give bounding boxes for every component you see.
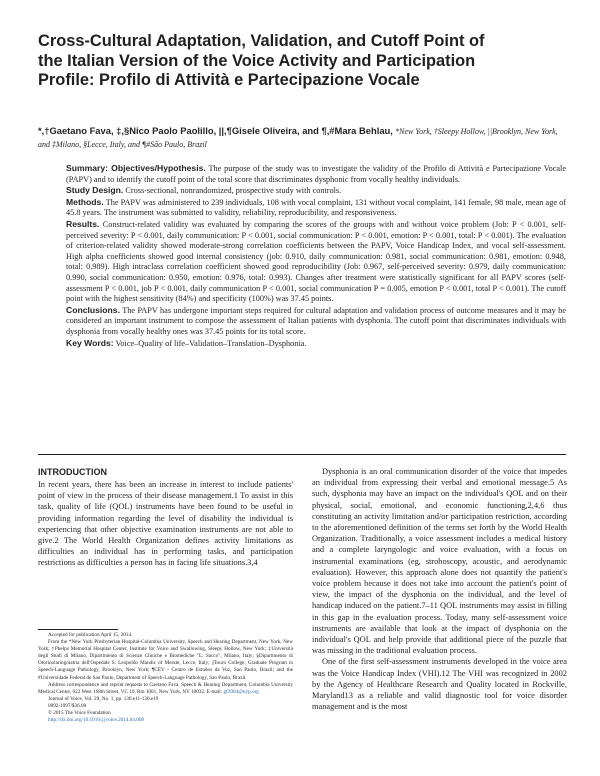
- abstract-results-heading: Results.: [66, 218, 100, 229]
- introduction-heading: INTRODUCTION: [38, 467, 107, 477]
- introduction-paragraph: In recent years, there has been an increase in interest to include patients' point of view in the process of their disease management.1 To assist in this task, quality of life (QOL) instruments have been found to be useful in providing information regarding the level of disability the individual is experiencing that other objective examination instruments are not able to give.2 The World Health Organization defines activity limitations as difficulties an individual has in performing tasks, and participation restrictions as difficulties a person has in facing life situations.3,4: [38, 480, 293, 568]
- abstract-objectives: [66, 163, 566, 185]
- abstract-design-text: Cross-sectional, nonrandomized, prospective study with controls.: [125, 186, 342, 196]
- footnote-correspondence: [38, 682, 293, 696]
- author-affiliations: *New York, †Sleepy Hollow, ||Brooklyn, New York, and ‡Milano, §Lecce, Italy, and ¶#São Paulo, Brazil: [38, 127, 558, 149]
- author-block: [38, 124, 566, 151]
- footnote-divider: [38, 629, 118, 630]
- footnote-affiliations: From the *New York Presbyterian Hospital-Columbia University, Speech and Hearing Department, New York, New York; †Phelps Memorial Hospital Center, Institute for Voice and Swallowing, Sleepy Hollow, New York; ‡Università degli Studi di Milano, Dipartimento di Scienze Cliniche e Biomediche "L. Sacco", Milano, Italy; §Dipartimento di Otorinolaringoiatria dell'Ospedale S. Leopoldo Mandic of Merate, Lecce, Italy; ||Touro College, Graduate Program in Speech-Language Pathology, Brooklyn, New York; ¶CEV - Centro de Estudos da Voz, Sao Paulo, Brazil; and the #Universidade Federal de Sao Paulo, Department of Speech-Language Pathology, Sao Paulo, Brazil.: [38, 639, 293, 681]
- abstract-results-text: Construct-related validity was evaluated by comparing the scores of the groups with and without voice problem (Job: P < 0.001, self-perceived severity: P < 0.001, daily communication: P < 0.001, social communication: P < 0.001, emotion: P < 0.001, total: P < 0.001). The evaluation of criterion-related validity showed moderate-strong correlation coefficients between the PAPV, Voice Handicap Index, and vocal self-assessment. High alpha coefficients showed good internal consistency (job: 0.910, daily communication: 0.981, social communication: 0.981, emotion: 0.948, total: 0.989). High intraclass correlation coefficient showed good reproducibility (Job: 0.967, self-perceived severity: 0.979, daily communication: 0.990, social communication: 0.950, emotion: 0.976, total: 0.993). Changes after treatment were statistically significant for all PAPV scores (self-assessment P < 0.001, job P < 0.001, daily communication P < 0.001, social communication P = 0.005, emotion P < 0.001, total P < 0.001). The cutoff point with the highest sensitivity (84%) and specificity (100%) was 37.45 points.: [66, 219, 566, 304]
- abstract-methods-text: The PAPV was administered to 239 individuals, 108 with vocal complaint, 131 without vocal complaint, 141 female, 98 male, mean age of 45.8 years. The instrument was submitted to validity, reliability, reproducibility, and responsiveness.: [66, 197, 566, 218]
- doi-link[interactable]: http://dx.doi.org/10.1016/j.jvoice.2014.04.008: [48, 717, 145, 724]
- abstract-methods: [66, 197, 566, 219]
- abstract-conclusions-text: The PAPV has undergone important steps required for cultural adaptation and validation process of outcome measures and it may be considered an important instrument to compose the assessment of Italian patients with dysphonia. The cutoff point that discriminates individuals with dysphonia from vocally healthy ones was 37.45 points for its total score.: [66, 305, 566, 336]
- article-title: Cross-Cultural Adaptation, Validation, and Cutoff Point of the Italian Version of the Voice Activity and Participation Profile: Profilo di Attività e Partecipazione Vocale: [38, 32, 485, 89]
- author-names: *,†Gaetano Fava, ‡,§Nico Paolo Paolillo, ||,¶Gisele Oliveira, and ¶,#Mara Behlau,: [38, 125, 393, 136]
- abstract-keywords: [66, 338, 566, 350]
- footnote-journal: Journal of Voice, Vol. 29, No. 1, pp. 130.e11-130.e19: [48, 695, 159, 702]
- right-paragraph-1: Dysphonia is an oral communication disorder of the voice that impedes an individual from expressing their verbal and emotional message.5 As such, dysphonia may have an impact on the individual's QOL and on their physical, social, emotional, and economic functioning,2,4,6 thus constituting an activity limitation and/or participation restriction, according to the aforementioned definition of the terms set forth by the World Health Organization. Traditionally, a voice assessment includes a medical history and a complete laryngologic and voice evaluation, with a focus on instrumental examinations (eg, stroboscopy, acoustic, and aerodynamic evaluation). However, this approach alone does not quantify the patient's voice problem because it does not take into account the patient's point of view, the impact of the dysphonia on the individual, and the level of handicap induced on the patient.7–11 QOL instruments may assist in filling in this gap in the evaluation process. Today, many self-assessment voice instruments are available that look at the impact of dysphonia on the individual's QOL and help provide that additional piece of the puzzle that was missing in the traditional evaluation process.: [312, 467, 567, 656]
- abstract-results: [66, 219, 566, 305]
- abstract-methods-heading: Methods.: [66, 196, 104, 207]
- abstract-conclusions: [66, 305, 566, 338]
- abstract-conclusions-heading: Conclusions.: [66, 304, 120, 315]
- abstract: [66, 163, 566, 349]
- right-paragraph-2: One of the first self-assessment instruments developed in the voice area was the Voice Handicap Index (VHI).12 The VHI was recognized in 2002 by the Agency of Healthcare Research and Quality located in Rockville, Maryland13 as a reliable and valid diagnostic tool for voice disorder management and is the most: [312, 657, 567, 712]
- abstract-objectives-text: The purpose of the study was to investigate the validity of the Profilo di Attività e Partecipazione Vocale (PAPV) and to identify the cutoff point of the total score that discriminates dysphonic from vocally healthy individuals.: [66, 164, 566, 184]
- abstract-keywords-text: Voice–Quality of life–Validation–Translation–Dysphonia.: [115, 338, 307, 348]
- abstract-design-heading: Study Design.: [66, 185, 124, 196]
- abstract-design: [66, 185, 566, 197]
- footnotes: [38, 632, 293, 724]
- abstract-keywords-heading: Key Words:: [66, 337, 114, 348]
- right-column: [312, 466, 567, 712]
- abstract-divider: [38, 454, 566, 455]
- correspondence-email-link[interactable]: gf2004@nyp.org: [223, 688, 259, 695]
- footnote-copyright: © 2015 The Voice Foundation: [48, 710, 111, 717]
- footnote-issn: 0892-1997/$36.00: [48, 702, 87, 709]
- abstract-objectives-heading: Summary: Objectives/Hypothesis.: [66, 163, 206, 173]
- footnote-correspondence-text: Address correspondence and reprint requests to Gaetano Fava, Speech & Hearing Department, Columbia University Medical Center, 622 West 168th Street, VC 10, Rm 1001, New York, NY 10032. E-mail:: [38, 681, 293, 695]
- left-column: [38, 466, 293, 569]
- footnote-accepted: Accepted for publication April 15, 2014.: [48, 632, 133, 638]
